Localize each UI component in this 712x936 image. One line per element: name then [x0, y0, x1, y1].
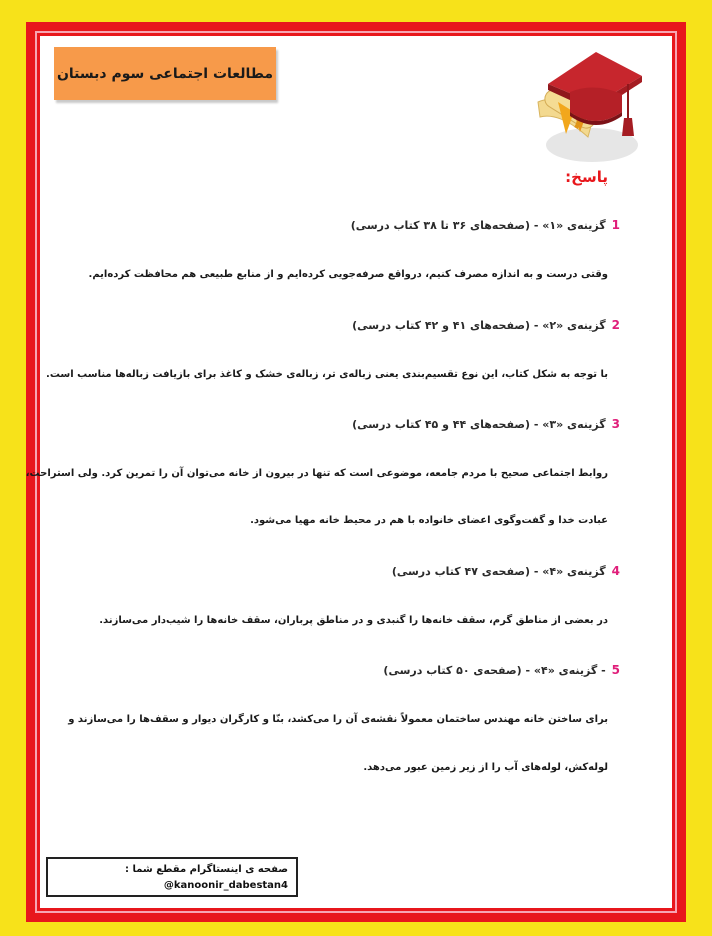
question-text: گزینه‌ی «۱» - (صفحه‌های ۳۶ تا ۳۸ کتاب درسی)	[350, 219, 606, 232]
question-number: 1	[611, 218, 620, 232]
answer-paragraph-5b: لوله‌کش، لوله‌های آب را از زیر زمین عبور می‌دهد.	[363, 762, 608, 773]
instagram-handle[interactable]: @kanoonir_dabestan4	[163, 880, 288, 891]
question-text: گزینه‌ی «۳» - (صفحه‌های ۴۴ و ۴۵ کتاب درسی)	[352, 418, 606, 431]
question-text: گزینه‌ی «۲» - (صفحه‌های ۴۱ و ۴۲ کتاب درسی)	[352, 319, 606, 332]
answer-paragraph-1: وقتی درست و به اندازه مصرف کنیم، درواقع صرفه‌جویی کرده‌ایم و از منابع طبیعی هم محافظت کرده‌ایم.	[88, 269, 608, 280]
answer-paragraph-5a: برای ساختن خانه مهندس ساختمان معمولاً نقشه‌ی آن را می‌کشد، بنّا و کارگران دیوار و سقف‌ها را می‌سازند و	[68, 714, 608, 725]
question-4-header	[392, 564, 620, 578]
answer-paragraph-2: با توجه به شکل کتاب، این نوع تقسیم‌بندی یعنی زباله‌ی تر، زباله‌ی خشک و کاغذ برای بازیافت زباله‌ها مناسب است.	[46, 369, 608, 380]
question-3-header	[352, 417, 620, 431]
question-5-header	[383, 663, 620, 677]
question-number: 3	[611, 417, 620, 431]
title-box	[54, 47, 276, 100]
page-title: مطالعات اجتماعی سوم دبستان	[56, 65, 274, 82]
question-text: - گزینه‌ی «۴» - (صفحه‌ی ۵۰ کتاب درسی)	[383, 664, 606, 677]
instagram-label: صفحه ی اینستاگرام مقطع شما :	[124, 864, 288, 875]
question-1-header	[351, 218, 620, 232]
answer-paragraph-3b: عبادت خدا و گفت‌وگوی اعضای خانواده با هم در محیط خانه مهیا می‌شود.	[250, 515, 608, 526]
question-2-header	[352, 318, 620, 332]
answers-heading: پاسخ:	[565, 168, 608, 186]
graduation-cap-and-diploma-icon	[530, 42, 650, 167]
instagram-footer-box	[46, 857, 298, 897]
answer-paragraph-3a: روابط اجتماعی صحیح با مردم جامعه، موضوعی است که تنها در بیرون از خانه می‌توان آن را تمرین کرد. ولی استراحت،	[25, 468, 608, 479]
question-number: 5	[611, 663, 620, 677]
question-number: 2	[611, 318, 620, 332]
answer-paragraph-4: در بعضی از مناطق گرم، سقف خانه‌ها را گنبدی و در مناطق پرباران، سقف خانه‌ها را شیب‌دار می‌سازند.	[99, 615, 608, 626]
question-number: 4	[611, 564, 620, 578]
question-text: گزینه‌ی «۴» - (صفحه‌ی ۴۷ کتاب درسی)	[391, 565, 606, 578]
